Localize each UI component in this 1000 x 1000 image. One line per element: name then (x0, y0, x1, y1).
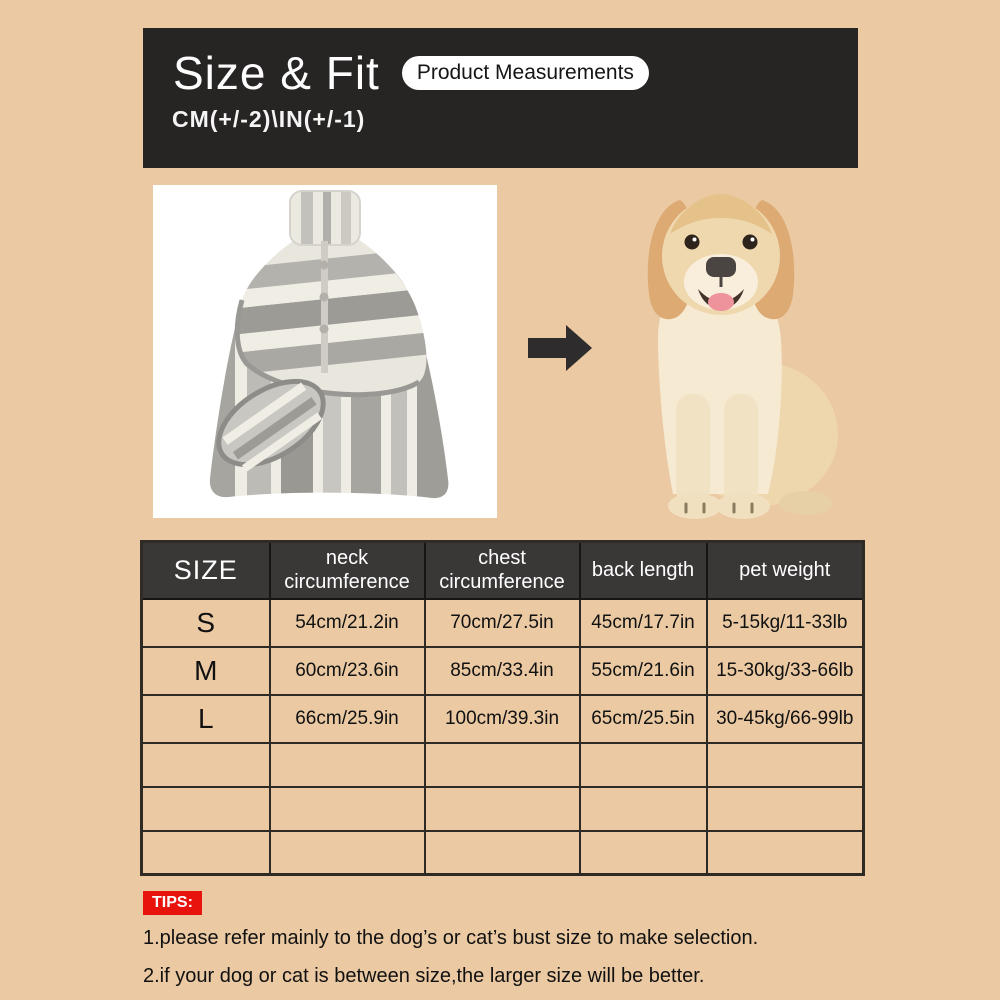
empty-cell (270, 831, 425, 875)
tip-line-1: 1.please refer mainly to the dog’s or cat’s bust size to make selection. (143, 927, 759, 949)
column-header-chest: chest circumference (425, 542, 580, 599)
cell-pet-weight: 15-30kg/33-66lb (707, 647, 864, 695)
product-photo (153, 185, 497, 518)
table-row-l (142, 695, 864, 743)
puppy-image (618, 172, 843, 522)
cell-size: L (142, 695, 270, 743)
column-header-pet-weight: pet weight (707, 542, 864, 599)
table-row-m (142, 647, 864, 695)
table-header-row (142, 542, 864, 599)
cell-neck: 60cm/23.6in (270, 647, 425, 695)
empty-cell (580, 787, 707, 831)
cell-pet-weight: 30-45kg/66-99lb (707, 695, 864, 743)
size-tolerance-note: CM(+/-2)\IN(+/-1) (172, 106, 366, 132)
cell-neck: 54cm/21.2in (270, 599, 425, 647)
empty-cell (707, 743, 864, 787)
cell-chest: 100cm/39.3in (425, 695, 580, 743)
column-header-back-length: back length (580, 542, 707, 599)
table-empty-row (142, 743, 864, 787)
empty-cell (142, 787, 270, 831)
tips-badge: TIPS: (143, 891, 202, 915)
empty-cell (580, 831, 707, 875)
column-header-size: SIZE (142, 542, 270, 599)
empty-cell (425, 743, 580, 787)
tips-section (143, 891, 758, 991)
empty-cell (270, 743, 425, 787)
empty-cell (580, 743, 707, 787)
table-row-s (142, 599, 864, 647)
cell-size: S (142, 599, 270, 647)
empty-cell (270, 787, 425, 831)
right-arrow-icon (528, 325, 592, 372)
dog-bathrobe-image (153, 185, 497, 518)
product-measurements-badge: Product Measurements (402, 56, 649, 90)
size-chart-table (140, 540, 865, 876)
empty-cell (425, 831, 580, 875)
cell-neck: 66cm/25.9in (270, 695, 425, 743)
empty-cell (425, 787, 580, 831)
tip-line-2: 2.if your dog or cat is between size,the larger size will be better. (143, 965, 705, 987)
column-header-neck: neck circumference (270, 542, 425, 599)
table-empty-row (142, 787, 864, 831)
empty-cell (707, 787, 864, 831)
empty-cell (142, 743, 270, 787)
cell-pet-weight: 5-15kg/11-33lb (707, 599, 864, 647)
empty-cell (142, 831, 270, 875)
cell-chest: 70cm/27.5in (425, 599, 580, 647)
cell-size: M (142, 647, 270, 695)
cell-back-length: 55cm/21.6in (580, 647, 707, 695)
cell-chest: 85cm/33.4in (425, 647, 580, 695)
cell-back-length: 45cm/17.7in (580, 599, 707, 647)
empty-cell (707, 831, 864, 875)
page-title: Size & Fit (173, 47, 380, 99)
header-banner (143, 28, 858, 168)
cell-back-length: 65cm/25.5in (580, 695, 707, 743)
table-empty-row (142, 831, 864, 875)
